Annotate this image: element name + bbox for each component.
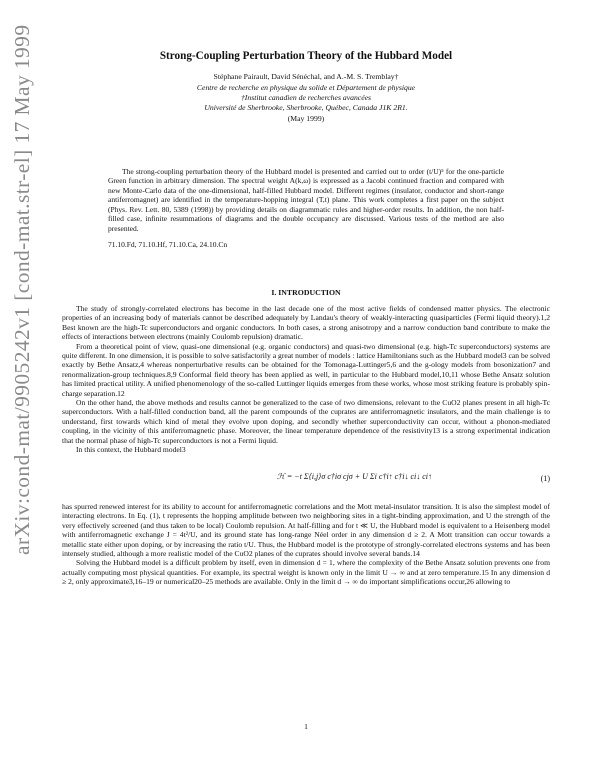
section-heading: I. INTRODUCTION [271, 288, 341, 297]
paragraph-1: The study of strongly-correlated electrons has become in the last decade one of the most active fields of condensed matter physics. The electronic properties of an increasing body of materials cannot be described adequately by Landau's theory of weakly-interacting quasiparticles (Fermi liquid theory).1,2 Best known are the high-Tc superconductors and organic conductors. In both cases, a strong anisotropy and a narrow conduction band contribute to make the effects of interactions between electrons (mainly Coulomb repulsion) dramatic. [62, 304, 550, 342]
authors: Stéphane Pairault, David Sénéchal, and A.-M. S. Tremblay† [213, 72, 399, 81]
paragraph-6: Solving the Hubbard model is a difficult problem by itself, even in dimension d = 1, where the complexity of the Bethe Ansatz solution prevents one from actually computing most physical quantities. For example, its spectral weight is known only in the limit U → ∞ and at zero temperature.15 In any dimension d ≥ 2, only approximate3,16–19 or numerical20–25 methods are available. Only in the limit d → ∞ do important simplifications occur,26 allowing to [62, 558, 550, 587]
equation-block [62, 470, 550, 492]
affiliation-line-3: Université de Sherbrooke, Sherbrooke, Québec, Canada J1K 2R1. [204, 103, 408, 112]
paper-title: Strong-Coupling Perturbation Theory of the Hubbard Model [159, 50, 453, 62]
page-number: 1 [304, 722, 308, 731]
paragraph-2: From a theoretical point of view, quasi-one dimensional (e.g. organic conductors) and quasi-two dimensional (e.g. high-Tc superconductors) systems are quite different. In one dimension, it is possible to solve satisfactorily a great number of models : lattice Hamiltonians such as the Hubbard model3 can be solved exactly by Bethe Ansatz,4 whereas nonperturbative results can be obtained for the Tomonaga-Luttinger5,6 and the g-ology models from bosonization7 and renormalization-group techniques.8,9 Conformal field theory has been applied as well, in particular to the Hubbard model,10,11 whose Bethe Ansatz solution has limited practical utility. A unified phenomenology of the so-called Luttinger liquids emerges from these works, whose most striking feature is probably spin-charge separation.12 [62, 341, 550, 398]
paragraph-5: has spurred renewed interest for its ability to account for antiferromagnetic correlations and the Mott metal-insulator transition. It is also the simplest model of interacting electrons. In Eq. (1), t represents the hopping amplitude between two neighboring sites in a tight-binding approximation, and U the strength of the very effectively screened (and thus taken to be local) Coulomb repulsion. At half-filling and for t ≪ U, the Hubbard model is equivalent to a Heisenberg model with antiferromagnetic exchange J = 4t²/U, and its ground state has long-range Néel order in any dimension d ≥ 2. A Mott transition can occur towards a metallic state either upon doping, or by increasing the ratio t/U. Thus, the Hubbard model is the prototype of strongly-correlated electrons systems and has been intensely studied, although a more realistic model of the CuO2 planes of the cuprates should involve several bands.14 [62, 502, 550, 559]
abstract [108, 167, 504, 233]
paragraph-3: On the other hand, the above methods and results cannot be generalized to the case of two dimensions, relevant to the CuO2 planes present in all high-Tc superconductors. With a half-filled conduction band, all the parent compounds of the cuprates are antiferromagnetic insulators, and the main challenge is to understand, first towards which kind of metal they evolve upon doping, and secondly whether superconductivity can occur, without a phonon-mediated coupling, in the vicinity of this antiferromagnetic phase. Moreover, the linear temperature dependence of the resistivity13 is a strong experimental indication that the normal phase of high-Tc superconductors is not a Fermi liquid. [62, 398, 550, 445]
affiliation-line-2: †Institut canadien de recherches avancées [240, 93, 372, 102]
pacs-codes: 71.10.Fd, 71.10.Hf, 71.10.Ca, 24.10.Cn [108, 240, 228, 249]
body-text-after-equation [62, 502, 550, 587]
affiliation-line-1: Centre de recherche en physique du solide et Département de physique [196, 83, 416, 92]
body-text-before-equation [62, 304, 550, 455]
abstract-text: The strong-coupling perturbation theory of the Hubbard model is presented and carried out to order (t/U)⁵ for the one-particle Green function in arbitrary dimension. The spectral weight A(k,ω) is expressed as a Jacobi continued fraction and compared with new Monte-Carlo data of the one-dimensional, half-filled Hubbard model. Different regimes (insulator, conductor and short-range antiferromagnet) are identified in the temperature-hopping integral (T,t) plane. This work completes a first paper on the subject (Phys. Rev. Lett. 80, 5389 (1998)) by providing details on diagrammatic rules and higher-order results. In addition, the non half-filled case, infinite resummations of diagrams and the double occupancy are discussed. Various tests of the method are also presented. [108, 167, 504, 233]
equation-number: (1) [540, 474, 550, 483]
paragraph-4: In this context, the Hubbard model3 [76, 445, 186, 455]
hubbard-hamiltonian: ℋ = −t Σ⟨i,j⟩σ c†iσ cjσ + U Σi c†i↑ c†i↓ ci↓ ci↑ [277, 472, 432, 481]
arxiv-stamp: arXiv:cond-mat/9905242v1 [cond-mat.str-el] 17 May 1999 [10, 24, 34, 555]
paper-date: (May 1999) [287, 114, 325, 123]
